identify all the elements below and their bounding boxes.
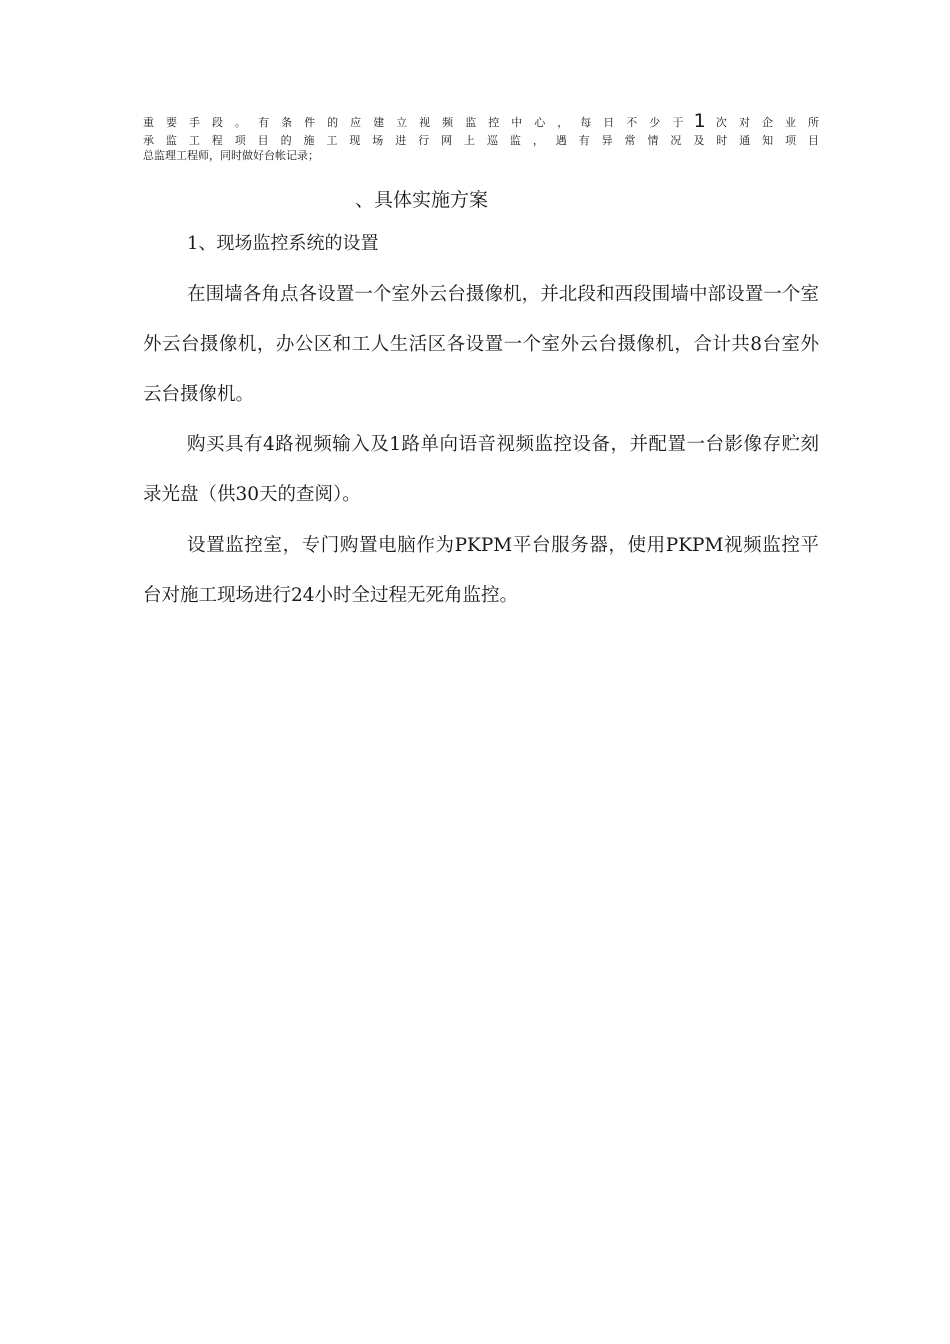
top-paragraph-number: 1 — [693, 110, 706, 132]
paragraph-equipment: 购买具有4路视频输入及1路单向语音视频监控设备，并配置一台影像存贮刻录光盘（供30天的查阅）。 — [143, 434, 819, 505]
top-paragraph-line-1-before: 重 要 手 段 。 有 条 件 的 应 建 立 视 频 监 控 中 心 ， 每 日 不 少 于 — [143, 116, 688, 129]
paragraph-cameras: 在围墙各角点各设置一个室外云台摄像机，并北段和西段围墙中部设置一个室外云台摄像机，办公区和工人生活区各设置一个室外云台摄像机，合计共8台室外云台摄像机。 — [143, 284, 819, 405]
paragraph-monitoring-room: 设置监控室，专门购置电脑作为PKPM平台服务器，使用PKPM视频监控平台对施工现场进行24小时全过程无死角监控。 — [143, 535, 819, 606]
top-paragraph-line-3: 总监理工程师，同时做好台帐记录； — [143, 149, 319, 162]
top-paragraph-line-1-after: 次 对 企 业 所 — [711, 116, 819, 129]
subsection-heading: 1、现场监控系统的设置 — [187, 233, 379, 254]
top-paragraph-line-1 — [143, 110, 819, 132]
section-heading: 、具体实施方案 — [355, 189, 489, 211]
top-paragraph-line-2: 承 监 工 程 项 目 的 施 工 现 场 进 行 网 上 巡 监 ， 遇 有 异 常 情 况 及 时 通 知 项 目 — [143, 134, 819, 147]
